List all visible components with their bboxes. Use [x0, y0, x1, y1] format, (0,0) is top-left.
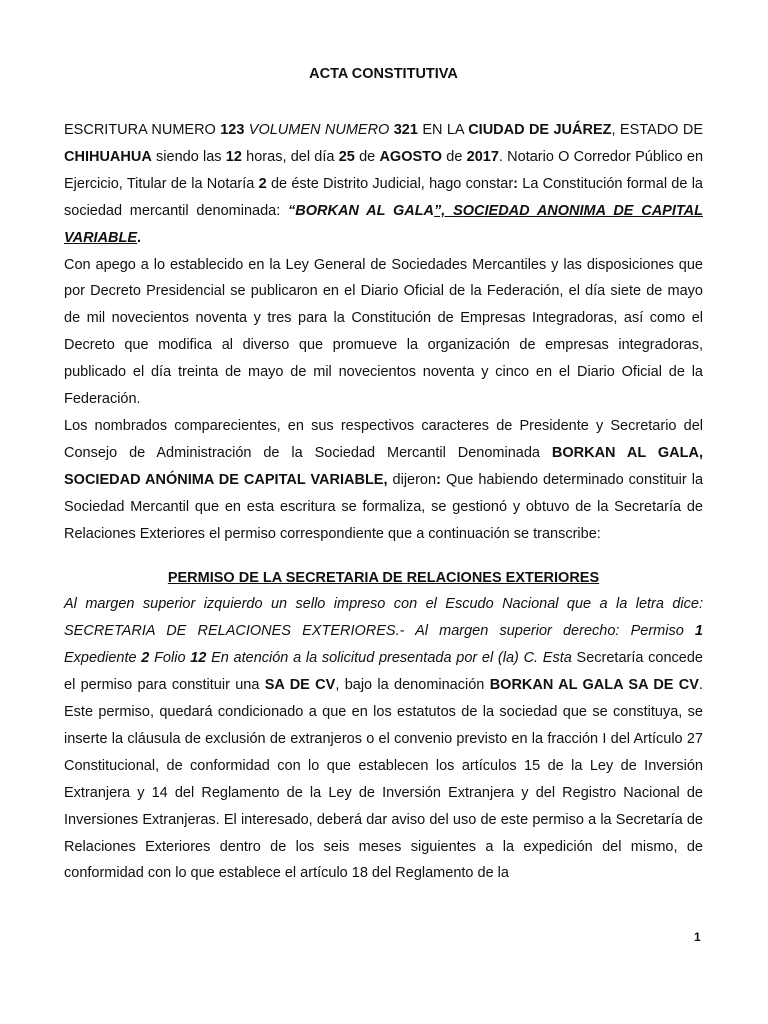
period: . — [137, 229, 142, 246]
dia: 25 — [338, 148, 355, 165]
margin-text: Folio — [149, 650, 191, 667]
company-name: “BORKAN AL GALA — [288, 202, 435, 219]
text: . Notario O Corredor Público en Ejercicio, Titular de la Notaría — [64, 148, 704, 192]
paragraph-apego: Con apego a lo establecido en la Ley General de Sociedades Mercantiles y las disposiciones que por Decreto Presidencial se publicaron en el Diario Oficial de la Federación, el día siete de mayo de mil novecientos noventa y tres para la Constitución de Empresas Integradoras, así como el Decreto que modifica al diverso que promueve la organización de empresas integradoras, publicado el día treinta de mayo de mil novecientos noventa y cinco en el Diario Oficial de la Federación. — [64, 256, 703, 408]
text: horas, del día — [241, 148, 339, 165]
company-name-sep: ”, S — [434, 202, 463, 219]
text: ESCRITURA NUMERO — [64, 122, 221, 138]
paragraph-permiso — [64, 591, 703, 887]
paragraph-comparecientes — [64, 413, 703, 548]
paragraph-escritura — [64, 117, 703, 252]
company-name: BORKAN AL GALA, SOCIEDAD ANÓNIMA DE CAPITAL VARIABLE, — [64, 444, 703, 488]
text: Secretaría concede el permiso para constituir una — [64, 650, 703, 694]
margin-text: Expediente — [64, 650, 142, 667]
colon: : — [436, 471, 441, 488]
text: Que habiendo determinado constituir la Sociedad Mercantil que en esta escritura se formaliza, se gestionó y obtuvo de la Secretaría de Relaciones Exteriores el permiso correspondiente que a continuación se transcribe: — [64, 471, 704, 542]
text: , ESTADO DE — [611, 122, 703, 138]
page-number: 1 — [694, 930, 701, 944]
volumen-number: 321 — [393, 122, 418, 138]
text: de — [442, 148, 467, 165]
document-title: ACTA CONSTITUTIVA — [309, 66, 458, 82]
escritura-number: 123 — [220, 122, 245, 138]
ciudad: CIUDAD DE JUÁREZ — [468, 122, 612, 138]
tipo-sociedad: SA DE CV — [264, 677, 336, 694]
mes: AGOSTO — [379, 148, 443, 165]
denominacion: BORKAN AL GALA SA DE CV — [489, 677, 699, 694]
text: siendo las — [151, 148, 226, 165]
text: de — [354, 148, 380, 165]
text: dijeron — [387, 471, 437, 488]
estado: CHIHUAHUA — [64, 148, 152, 165]
text: . Este permiso, quedará condicionado a que en los estatutos de la sociedad que se constituya, se inserte la cláusula de exclusión de extranjeros o el convenio previsto en la fracción I del Artículo 27 Constitucional, de conformidad con lo que establecen los artículos 15 de la Ley de Inversión Extranjera y 14 del Reglamento de la Ley de Inversión Extranjera y del Registro Nacional de Inversiones Extranjeras. El interesado, deberá dar aviso del uso de este permiso a la Secretaría de Relaciones Exteriores dentro de los seis meses siguientes a la expedición del mismo, de conformidad con lo que establece el artículo 18 del Reglamento de la — [64, 677, 703, 882]
notaria-number: 2 — [258, 175, 267, 192]
text: de éste Distrito Judicial, hago constar — [266, 175, 514, 192]
text: EN LA — [417, 122, 469, 138]
text: La Constitución formal de la sociedad mercantil denominada: — [64, 175, 703, 219]
margin-text: En atención a la solicitud presentada por el (la) C. Esta — [206, 650, 572, 667]
text: Los nombrados comparecientes, en sus respectivos caracteres de Presidente y Secretario del Consejo de Administración de la Sociedad Mercantil Denominada — [64, 417, 703, 461]
margin-text: Al margen superior izquierdo un sello impreso con el Escudo Nacional que a la letra dice: SECRETARIA DE RELACIONES EXTERIORES.- Al margen superior derecho: Permiso — [64, 596, 703, 640]
anio: 2017 — [466, 148, 499, 165]
company-type: OCIEDAD ANONIMA DE CAPITAL VARIABLE — [64, 202, 703, 246]
hora: 12 — [225, 148, 242, 165]
folio-number: 12 — [190, 650, 207, 667]
colon: : — [513, 175, 519, 192]
permiso-number: 1 — [694, 623, 703, 640]
text: , bajo la denominación — [335, 677, 490, 694]
section-title: PERMISO DE LA SECRETARIA DE RELACIONES EXTERIORES — [167, 569, 600, 586]
document-body — [64, 117, 703, 887]
expediente-number: 2 — [141, 650, 150, 667]
volumen-label: VOLUMEN NUMERO — [248, 122, 390, 138]
